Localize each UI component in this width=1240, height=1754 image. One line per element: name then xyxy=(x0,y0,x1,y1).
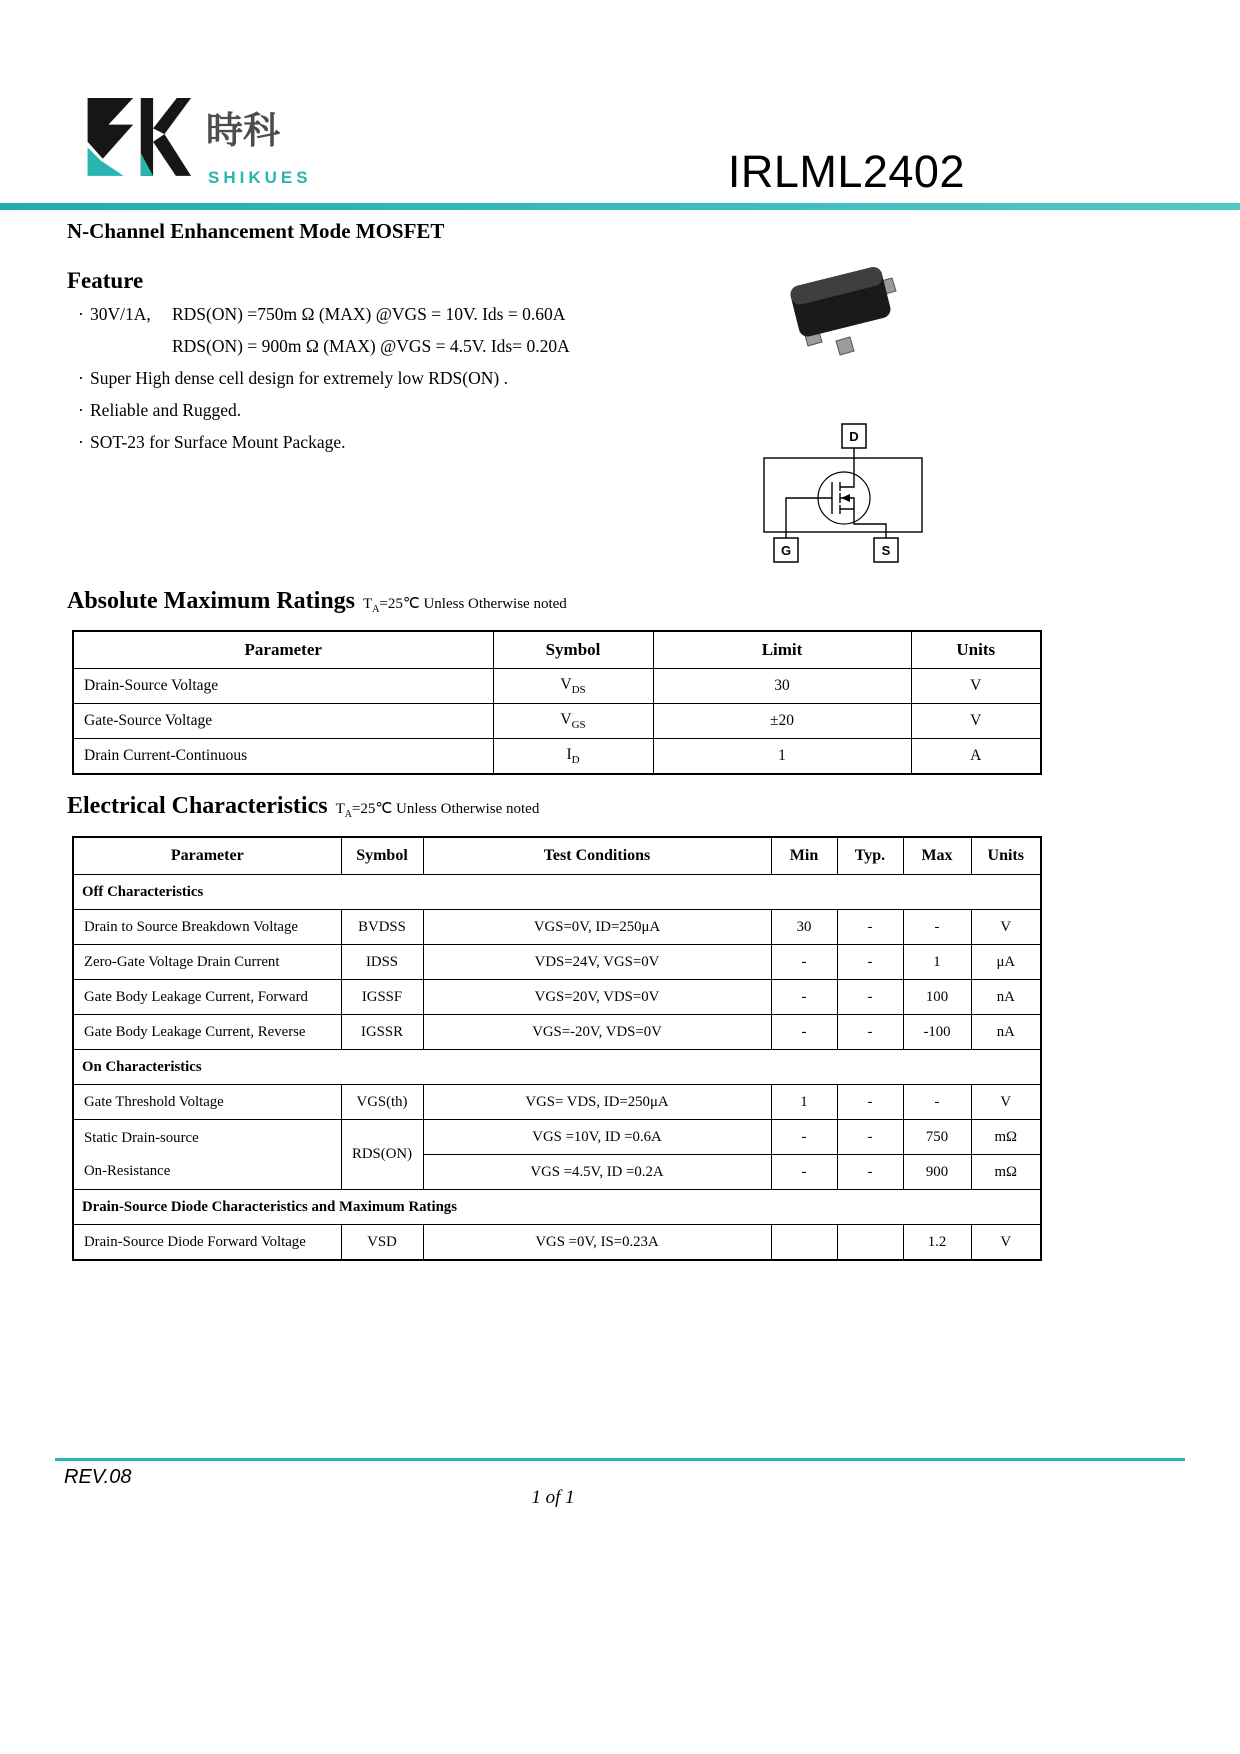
min-cell: - xyxy=(771,1015,837,1050)
section-row xyxy=(73,1190,1041,1225)
section-title: Off Characteristics xyxy=(73,875,1041,910)
param-cell: Drain-Source Voltage xyxy=(73,669,493,704)
param-cell: Zero-Gate Voltage Drain Current xyxy=(73,945,341,980)
feature-title: Feature xyxy=(67,268,144,293)
product-title: IRLML2402 xyxy=(727,146,965,197)
min-cell xyxy=(771,1225,837,1261)
max-cell: 1.2 xyxy=(903,1225,971,1261)
page-number: 1 of 1 xyxy=(531,1487,575,1508)
section-title: On Characteristics xyxy=(73,1050,1041,1085)
units-cell: V xyxy=(971,1225,1041,1261)
typ-cell: - xyxy=(837,1120,903,1155)
bullet: · xyxy=(78,304,84,324)
elec-char-title: Electrical Characteristics xyxy=(67,793,328,819)
units-cell: V xyxy=(911,704,1041,739)
table-row xyxy=(73,1015,1041,1050)
table-header-row xyxy=(73,837,1041,875)
typ-cell: - xyxy=(837,1085,903,1120)
gate-label: G xyxy=(780,543,792,558)
limit-cell: 1 xyxy=(653,739,911,775)
units-cell: V xyxy=(971,910,1041,945)
feature-text: Reliable and Rugged. xyxy=(90,400,242,420)
typ-cell: - xyxy=(837,1155,903,1190)
section-row xyxy=(73,1050,1041,1085)
symbol-cell: $I_D$ xyxy=(493,739,653,775)
feature-text: SOT-23 for Surface Mount Package. xyxy=(90,432,346,452)
min-cell: 30 xyxy=(771,910,837,945)
feature-text: 30V/1A, xyxy=(90,304,151,324)
param-cell: Gate Threshold Voltage xyxy=(73,1085,341,1120)
col-header-units: Units xyxy=(911,631,1041,669)
table-row xyxy=(73,1085,1041,1120)
table-row xyxy=(73,945,1041,980)
table-header-row xyxy=(73,631,1041,669)
header-rule xyxy=(0,203,1240,210)
cond-cell: VGS=0V, ID=250μA xyxy=(423,910,771,945)
feature-item: RDS(ON) = 900m Ω (MAX) @VGS = 4.5V. Ids= 0.20A xyxy=(172,336,570,356)
param-cell: Drain to Source Breakdown Voltage xyxy=(73,910,341,945)
table-row xyxy=(73,980,1041,1015)
units-cell: A xyxy=(911,739,1041,775)
symbol-cell: VGS(th) xyxy=(341,1085,423,1120)
min-cell: 1 xyxy=(771,1085,837,1120)
param-cell: Static Drain-source On-Resistance xyxy=(73,1120,341,1190)
typ-cell: - xyxy=(837,1015,903,1050)
footer-rule xyxy=(55,1458,1185,1461)
col-header-units: Units xyxy=(971,837,1041,875)
param-cell: Gate-Source Voltage xyxy=(73,704,493,739)
col-header-typ: Typ. xyxy=(837,837,903,875)
col-header-max: Max xyxy=(903,837,971,875)
cond-cell: VGS =4.5V, ID =0.2A xyxy=(423,1155,771,1190)
col-header-parameter: Parameter xyxy=(73,631,493,669)
col-header-parameter: Parameter xyxy=(73,837,341,875)
feature-item xyxy=(78,394,718,426)
units-cell: nA xyxy=(971,980,1041,1015)
max-cell: 100 xyxy=(903,980,971,1015)
units-cell: V xyxy=(971,1085,1041,1120)
max-cell: - xyxy=(903,1085,971,1120)
table-row xyxy=(73,669,1041,704)
units-cell: nA xyxy=(971,1015,1041,1050)
param-cell: Drain Current-Continuous xyxy=(73,739,493,775)
elec-char-note: $T_A=25℃$ Unless Otherwise noted xyxy=(335,801,540,820)
units-cell: mΩ xyxy=(971,1120,1041,1155)
units-cell: V xyxy=(911,669,1041,704)
symbol-cell: $V_{GS}$ xyxy=(493,704,653,739)
elec-char-heading xyxy=(67,793,539,820)
source-label: S xyxy=(881,543,891,558)
table-row xyxy=(73,704,1041,739)
typ-cell: - xyxy=(837,910,903,945)
abs-max-heading xyxy=(67,588,567,615)
abs-max-title: Absolute Maximum Ratings xyxy=(67,588,356,614)
max-cell: -100 xyxy=(903,1015,971,1050)
max-cell: - xyxy=(903,910,971,945)
page-subtitle: N-Channel Enhancement Mode MOSFET xyxy=(67,219,445,243)
param-cell: Drain-Source Diode Forward Voltage xyxy=(73,1225,341,1261)
cond-cell: VGS =0V, IS=0.23A xyxy=(423,1225,771,1261)
symbol-cell: IGSSF xyxy=(341,980,423,1015)
feature-list xyxy=(78,298,718,458)
feature-text: RDS(ON) =750m Ω (MAX) @VGS = 10V. Ids = 0.60A xyxy=(172,304,566,324)
min-cell: - xyxy=(771,980,837,1015)
symbol-cell: IGSSR xyxy=(341,1015,423,1050)
typ-cell xyxy=(837,1225,903,1261)
logo-cn-text: 時科 xyxy=(206,109,280,152)
revision-label: REV.08 xyxy=(64,1466,132,1488)
section-row xyxy=(73,875,1041,910)
cond-cell: VDS=24V, VGS=0V xyxy=(423,945,771,980)
units-cell: mΩ xyxy=(971,1155,1041,1190)
table-row xyxy=(73,739,1041,775)
symbol-cell: RDS(ON) xyxy=(341,1120,423,1190)
abs-max-note: $T_A=25℃$ Unless Otherwise noted xyxy=(363,596,567,615)
max-cell: 750 xyxy=(903,1120,971,1155)
bullet: · xyxy=(78,368,84,388)
col-header-min: Min xyxy=(771,837,837,875)
param-cell: Gate Body Leakage Current, Forward xyxy=(73,980,341,1015)
feature-item xyxy=(78,298,718,330)
feature-item xyxy=(78,362,718,394)
bullet: · xyxy=(78,432,84,452)
col-header-symbol: Symbol xyxy=(493,631,653,669)
col-header-limit: Limit xyxy=(653,631,911,669)
table-row xyxy=(73,1225,1041,1261)
symbol-cell: BVDSS xyxy=(341,910,423,945)
max-cell: 900 xyxy=(903,1155,971,1190)
max-cell: 1 xyxy=(903,945,971,980)
typ-cell: - xyxy=(837,945,903,980)
symbol-cell: IDSS xyxy=(341,945,423,980)
elec-char-table xyxy=(72,836,1042,1261)
feature-text: Super High dense cell design for extremely low RDS(ON) . xyxy=(90,368,508,388)
table-row xyxy=(73,1120,1041,1155)
symbol-cell: VSD xyxy=(341,1225,423,1261)
min-cell: - xyxy=(771,1120,837,1155)
cond-cell: VGS =10V, ID =0.6A xyxy=(423,1120,771,1155)
abs-max-table xyxy=(72,630,1042,775)
col-header-test-conditions: Test Conditions xyxy=(423,837,771,875)
bullet: · xyxy=(78,400,84,420)
symbol-cell: $V_{DS}$ xyxy=(493,669,653,704)
mosfet-schematic xyxy=(756,420,928,570)
cond-cell: VGS=20V, VDS=0V xyxy=(423,980,771,1015)
min-cell: - xyxy=(771,1155,837,1190)
table-row xyxy=(73,910,1041,945)
cond-cell: VGS=-20V, VDS=0V xyxy=(423,1015,771,1050)
col-header-symbol: Symbol xyxy=(341,837,423,875)
shikues-logo-icon xyxy=(80,88,192,184)
typ-cell: - xyxy=(837,980,903,1015)
limit-cell: 30 xyxy=(653,669,911,704)
sot23-package-image xyxy=(778,246,903,361)
feature-item xyxy=(78,426,718,458)
limit-cell: ±20 xyxy=(653,704,911,739)
drain-label: D xyxy=(849,429,859,444)
section-title: Drain-Source Diode Characteristics and Maximum Ratings xyxy=(73,1190,1041,1225)
units-cell: μA xyxy=(971,945,1041,980)
logo-en-text: SHIKUES xyxy=(208,168,312,187)
param-cell: Gate Body Leakage Current, Reverse xyxy=(73,1015,341,1050)
cond-cell: VGS= VDS, ID=250μA xyxy=(423,1085,771,1120)
min-cell: - xyxy=(771,945,837,980)
